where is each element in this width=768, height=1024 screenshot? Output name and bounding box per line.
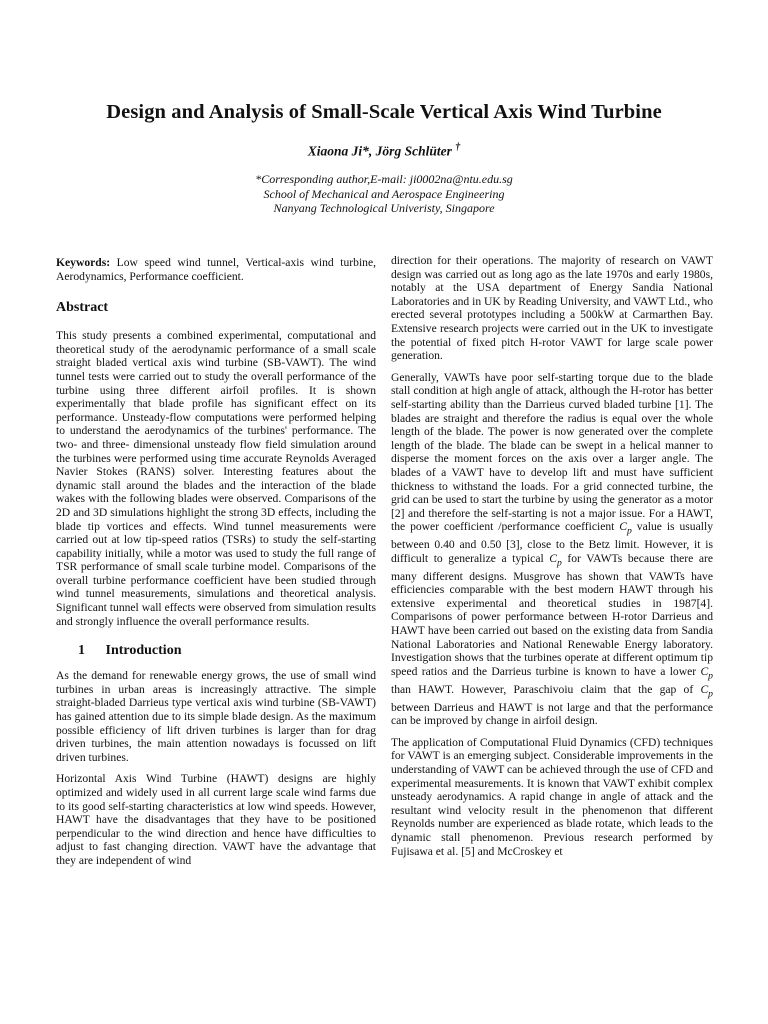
keywords-text: Low speed wind tunnel, Vertical-axis wind turbine, Aerodynamics, Performance coefficient. (56, 256, 377, 283)
author-line (0, 139, 768, 161)
keywords (56, 256, 376, 283)
cp-symbol: $C_p$ (700, 682, 713, 700)
body-paragraph-1: direction for their operations. The majority of research on VAWT design was carried out as long ago as the late 1970s and early 1980s, notably at the USA department of Energy Sandia National Laboratories and in UK by Reading University, and VAWT Ltd., who erected several prototypes including a 500kW at Carmarthen Bay. Extensive research projects were carried out in the UK to investigate the potential of fixed pitch H-rotor VAWT for large scale power generation. (391, 254, 713, 363)
abstract-heading: Abstract (56, 300, 109, 316)
keywords-label: Keywords: (56, 256, 111, 269)
text-run: for VAWTs because there are many different designs. Musgrove has shown that VAWTs have efficiencies comparable with the best modern HAWT through his extensive experimental and theoretical studies in 1987[4]. Comparisons of power performance between H-rotor Darrieus and HAWT have been carried out based on the existing data from Sandia National Laboratories and National Renewable Energy laboratory. Investigation shows that the turbines operate at different optimum tip speed ratios and the Darrieus turbine is known to have a lower (391, 551, 713, 678)
body-paragraph-2 (391, 371, 713, 728)
cp-symbol: $C_p$ (700, 664, 713, 682)
text-run: Generally, VAWTs have poor self-starting torque due to the blade stall condition at high angle of attack, although the H-rotor has better self-starting ability than the Darrieus curved bladed turbine [1]. The blades are straight and therefore the radius is equal over the whole length of the blade. The power is now generated over the complete length of the blade. The blade can be swept in a helical manner to disperse the moment forces on the axis over a larger angle. The blades of a VAWT have to develop lift and must have sufficient thickness to withstand the loads. For a grid connected turbine, the grid can be used to start the turbine by using the generator as a motor [2] and therefore the self-starting is not a major issue. For a HAWT, the power coefficient /performance coefficient (391, 370, 713, 534)
body-paragraph-3: The application of Computational Fluid Dynamics (CFD) techniques for VAWT is an emerging subject. Considerable improvements in the understanding of VAWT can be achieved through the use of CFD and experimental measurements. It is known that VAWT exhibit complex unsteady aerodynamics. A rapid change in angle of attack and the resultant wind velocity result in the phenomenon that different Reynolds number are experienced as blade rotate, which leads to the dynamic stall phenomenon. Previous research performed by Fujisawa et al. [5] and McCroskey et (391, 735, 714, 858)
abstract-text: This study presents a combined experimental, computational and theoretical study of the aerodynamic performance of a small scale straight bladed vertical axis wind turbine (SB-VAWT). The wind tunnel tests were carried out to study the overall performance of the turbine using three different airfoil profiles. It is shown experimentally that blade profile has significant effect on its performance. Unsteady-flow computations were performed helping to understand the aerodynamics of the turbines' performance. The two- and three- dimensional unsteady flow field simulation around the turbines were performed using time accurate Reynolds Averaged Navier Stokes (RANS) solver. Interesting features about the dynamic stall around the blades and the interaction of the blade wakes with the following blades were observed. Comparisons of the 2D and 3D simulations highlight the strong 3D effects, including the blade tip vortices and effects. Wind tunnel measurements were carried out at low tip-speed ratios (TSRs) to study the self-starting capability initially, while a motor was used to study the full range of TSR performance of small scale turbine model. Comparisons of the overall turbine performance coefficient have been studied through wind tunnel measurements, simulations and theoretical analysis. Significant tunnel wall effects were observed from simulation results and strongly influence the overall performance results. (56, 329, 376, 628)
left-column (56, 256, 376, 876)
text-run: between Darrieus and HAWT is not large and that the performance can be improved by change in airfoil design. (391, 700, 713, 728)
author-names: Xiaona Ji*, Jörg Schlüter (307, 143, 452, 159)
affiliation-university: Nanyang Technological Univeristy, Singapore (273, 201, 495, 216)
text-run: value is usually between 0.40 and 0.50 [3], close to the Betz limit. However, it is difficult to generalize a typical (391, 520, 713, 565)
introduction-heading (56, 642, 376, 660)
affiliation-email: *Corresponding author,E-mail: ji0002na@ntu.edu.sg (255, 172, 513, 186)
paper-title: Design and Analysis of Small-Scale Vertical Axis Wind Turbine (106, 101, 662, 123)
section-title: Introduction (105, 643, 182, 659)
text-run: than HAWT. However, Paraschivoiu claim that the gap of (391, 682, 694, 696)
right-column (391, 254, 713, 866)
affiliation-block (0, 172, 768, 216)
section-number: 1 (78, 643, 85, 659)
affiliation-school: School of Mechanical and Aerospace Engineering (263, 186, 505, 201)
intro-paragraph-1: As the demand for renewable energy grows, the use of small wind turbines in urban areas is increasingly attractive. The simple straight-bladed Darrieus type vertical axis wind turbine (SB-VAWT) has gained attention due to its simple blade design. As the maximum possible efficiency of lift driven turbines is larger than for drag driven turbines, the main attention nowadays is focussed on lift driven turbines. (56, 669, 376, 764)
author-mark: † (455, 142, 461, 153)
cp-symbol: $C_p$ (619, 520, 632, 537)
intro-paragraph-2: Horizontal Axis Wind Turbine (HAWT) designs are highly optimized and widely used in all current large scale wind farms due to its good self-starting characteristics at low wind speeds. However, HAWT have the disadvantages that they have to be positioned perpendicular to the wind direction and hence have difficulties to adjust to fast changing direction. VAWT have the advantage that they are independent of wind (56, 772, 376, 867)
cp-symbol: $C_p$ (549, 551, 562, 569)
